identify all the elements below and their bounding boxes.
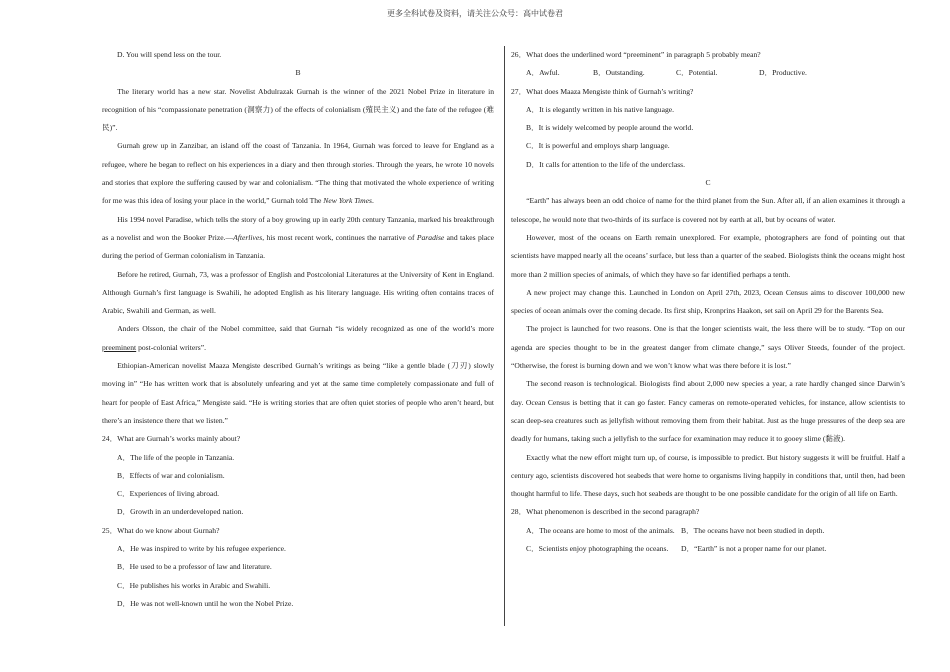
q27-option-d: D．It calls for attention to the life of the underclass. (526, 159, 685, 169)
left-column (102, 46, 494, 613)
question-24: 24．What are Gurnah’s works mainly about? (102, 434, 241, 444)
passage-c-para-2: However, most of the oceans on Earth remain unexplored. For example, photographers are fond of pointing out that scientists have mapped nearly all the oceans’ surface, but less than a quarter of the seabed. Biologists think the oceans might host more than 2 million species of animals, of which they have so far identified perhaps a tenth. (511, 232, 905, 279)
q27-option-c: C．It is powerful and employs sharp language. (526, 141, 670, 151)
page-header: 更多全科试卷及资料，请关注公众号：高中试卷君 (387, 9, 563, 18)
q24-option-d: D．Growth in an underdeveloped nation. (117, 507, 244, 517)
q24-option-c: C．Experiences of living abroad. (117, 489, 220, 499)
passage-b-para-2: Gurnah grew up in Zanzibar, an island off the coast of Tanzania. In 1964, Gurnah was forced to leave for England as a refugee, where he began to reflect on his experiences in a diary and then through stories. Through the years, he wrote 10 novels and stories that explore the suffering caused by war and colonialism. “The thing that motivated the whole experience of writing for me was this idea of losing your place in the world,” Gurnah told The New York Times. (102, 141, 494, 206)
passage-b-para-5: Anders Olsson, the chair of the Nobel committee, said that Gurnah “is widely recognized as one of the world’s more preeminent post-colonial writers”. (102, 324, 494, 352)
question-25: 25．What do we know about Gurnah? (102, 525, 220, 535)
question-27: 27．What does Maaza Mengiste think of Gurnah’s writing? (511, 86, 694, 96)
passage-c-para-6: Exactly what the new effort might turn up, of course, is impossible to predict. But history suggests it will be fruitful. Half a century ago, scientists discovered hot seabeds that were home to organisms living happily in conditions that, until then, had been thought harmful to life. These days, such hot seabeds are thought to be one possible candidate for the origin of all life on Earth. (511, 452, 905, 499)
passage-b-para-1: The literary world has a new star. Novelist Abdulrazak Gurnah is the winner of the 2021 Nobel Prize in literature in recognition of his “compassionate penetration (洞察力) of the effects of colonialism (殖民主义) and the fate of the refugee (难民)”. (102, 86, 494, 133)
passage-b-para-4: Before he retired, Gurnah, 73, was a professor of English and Postcolonial Literatures at the University of Kent in England. Although Gurnah’s first language is Swahili, he adopted English as his literary language. His writing often contains traces of Arabic, Swahili and German, as well. (102, 269, 494, 316)
q25-option-c: C．He publishes his works in Arabic and Swahili. (117, 580, 271, 590)
column-divider (504, 46, 505, 626)
passage-b-para-3: His 1994 novel Paradise, which tells the story of a boy growing up in early 20th century Tanzania, marked his breakthrough as a novelist and won the Booker Prize.—Afterlives, his most recent work, continues the narrative of Paradise and takes place during the period of German colonialism in Tanzania. (102, 214, 495, 261)
underlined-word: preeminent (102, 342, 137, 352)
q26-option-b: B．Outstanding. (593, 68, 645, 78)
book-title-afterlives: Afterlives (233, 232, 263, 242)
q27-option-b: B．It is widely welcomed by people around the world. (526, 123, 694, 133)
q27-option-a: A．It is elegantly written in his native language. (526, 104, 675, 114)
source-title: New York Times (323, 196, 372, 206)
passage-c-para-1: “Earth” has always been an odd choice of name for the third planet from the Sun. After all, if an alien examines it through a telescope, he would note that two-thirds of its surface is covered not by earth at all, but by oceans of water. (511, 196, 905, 224)
q24-option-b: B．Effects of war and colonialism. (117, 470, 225, 480)
q25-option-b: B．He used to be a professor of law and literature. (117, 562, 272, 572)
q28-option-b: B．The oceans have not been studied in depth. (681, 525, 825, 535)
section-c-heading: C (705, 178, 711, 188)
q28-option-c: C．Scientists enjoy photographing the oceans. (526, 544, 669, 554)
q26-option-a: A．Awful. (526, 68, 560, 78)
q28-option-a: A．The oceans are home to most of the animals. (526, 525, 675, 535)
q24-option-a: A．The life of the people in Tanzania. (117, 452, 235, 462)
question-28: 28．What phenomenon is described in the second paragraph? (511, 507, 700, 517)
passage-c-para-3: A new project may change this. Launched in London on April 27th, 2023, Ocean Census aims to discover 100,000 new species of ocean animals over the coming decade. Its first ship, Kronprins Haakon, set sail on April 29 for the Barents Sea. (511, 287, 905, 316)
q26-option-c: C．Potential. (676, 68, 718, 78)
right-column (511, 46, 905, 558)
passage-c-para-5: The second reason is technological. Biologists find about 2,000 new species a year, a rate hardly changed since Darwin’s day. Ocean Census is betting that it can go faster. Fancy cameras on remote-operated vehicles, for instance, allow scientists to scan deep-sea creatures such as jellyfish without removing them from their habitat. Just as the huge pressures of the deep sea are deadly for humans, taking such a jellyfish to the surface for examination may reduce it to gooey slime (黏液). (511, 379, 905, 444)
question-26: 26．What does the underlined word “preeminent” in paragraph 5 probably mean? (511, 50, 761, 59)
prev-option-d: D. You will spend less on the tour. (117, 50, 222, 59)
book-title-paradise: Paradise (416, 232, 445, 242)
q28-options-row-1 (511, 522, 905, 540)
q26-options (511, 64, 905, 82)
q28-option-d: D．“Earth” is not a proper name for our planet. (681, 544, 827, 554)
q28-options-row-2 (511, 540, 905, 558)
passage-c-para-4: The project is launched for two reasons. One is that the longer scientists wait, the less there will be to study. “Top on our agenda are species thought to be in the greatest danger from climate change,” says Oliver Steeds, founder of the project. “Otherwise, the forest is burning down and we won’t know what was there before it is lost.” (511, 324, 905, 371)
passage-b-para-6: Ethiopian-American novelist Maaza Mengiste described Gurnah’s writings as being “like a gentle blade (刀刃) slowly moving in” “He has written work that is absolutely unfearing and yet at the same time completely compassionate and full of heart for people of East Africa,” Mengiste said. “He is writing stories that are often quiet stories of people who aren’t heard, but there’s an insistence there that we listen.” (102, 361, 494, 425)
q25-option-a: A．He was inspired to write by his refugee experience. (117, 544, 286, 554)
q26-option-d: D．Productive. (759, 68, 807, 78)
q25-option-d: D．He was not well-known until he won the Nobel Prize. (117, 598, 294, 608)
section-b-heading: B (295, 68, 301, 78)
